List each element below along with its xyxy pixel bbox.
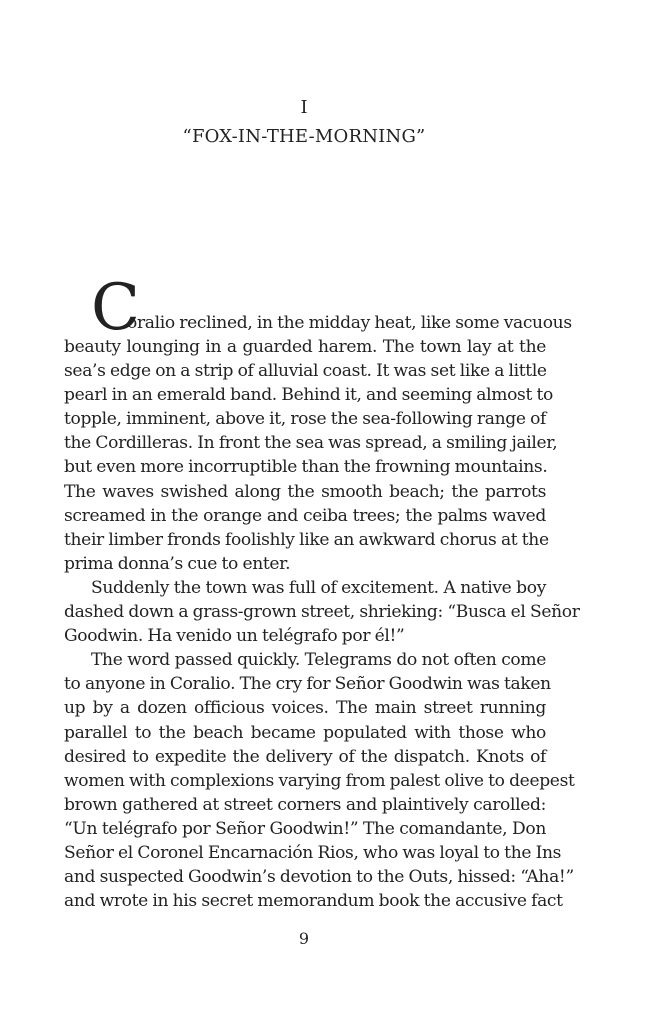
text-line: beauty lounging in a guarded harem. The town lay at the — [64, 337, 546, 357]
text-line: desired to expedite the delivery of the dispatch. Knots of — [64, 746, 546, 767]
text-line: prima donna’s cue to enter. — [64, 553, 291, 574]
text-line: “Un telégrafo por Señor Goodwin!” The comandante, Don — [64, 818, 546, 839]
text-line: dashed down a grass-grown street, shrieking: “Busca el Señor — [64, 602, 580, 623]
text-line: and wrote in his secret memorandum book the accusive fact — [64, 891, 563, 912]
text-line: The waves swished along the smooth beach; the parrots — [64, 481, 546, 502]
text-line: parallel to the beach became populated with those who — [64, 722, 546, 743]
text-line: but even more incorruptible than the frowning mountains. — [64, 457, 548, 478]
text-line: topple, imminent, above it, rose the sea-following range of — [64, 409, 546, 430]
body-text — [64, 271, 580, 913]
text-line: and suspected Goodwin’s devotion to the Outs, hissed: “Aha!” — [64, 867, 574, 888]
text-line: Señor el Coronel Encarnación Rios, who was loyal to the Ins — [64, 842, 562, 863]
text-line: women with complexions varying from palest olive to deepest — [64, 770, 575, 791]
first-line — [64, 271, 572, 345]
text-line: sea’s edge on a strip of alluvial coast. It was set like a little — [64, 361, 547, 382]
page-number: 9 — [298, 929, 310, 948]
paragraph-1 — [64, 271, 572, 576]
text-line: screamed in the orange and ceiba trees; the palms waved — [64, 505, 546, 526]
text-line: to anyone in Coralio. The cry for Señor Goodwin was taken — [64, 674, 551, 695]
chapter-number: I — [300, 97, 308, 118]
text-line: their limber fronds foolishly like an awkward chorus at the — [64, 529, 549, 550]
chapter-title: “FOX-IN-THE-MORNING” — [182, 126, 426, 147]
paragraph-3 — [64, 648, 575, 913]
text-line: Suddenly the town was full of excitement. A native boy — [91, 577, 546, 598]
text-line: brown gathered at street corners and plaintively carolled: — [64, 794, 546, 815]
drop-cap: C — [91, 271, 140, 345]
text-line: pearl in an emerald band. Behind it, and seeming almost to — [64, 385, 553, 406]
text-line: up by a dozen officious voices. The main street running — [64, 698, 546, 719]
text-line: the Cordilleras. In front the sea was spread, a smiling jailer, — [64, 433, 558, 454]
text-line: Goodwin. Ha venido un telégrafo por él!” — [64, 626, 405, 647]
paragraph-2 — [64, 576, 580, 648]
text-line: oralio reclined, in the midday heat, like some vacuous — [127, 313, 572, 333]
text-line: The word passed quickly. Telegrams do not often come — [91, 650, 546, 671]
